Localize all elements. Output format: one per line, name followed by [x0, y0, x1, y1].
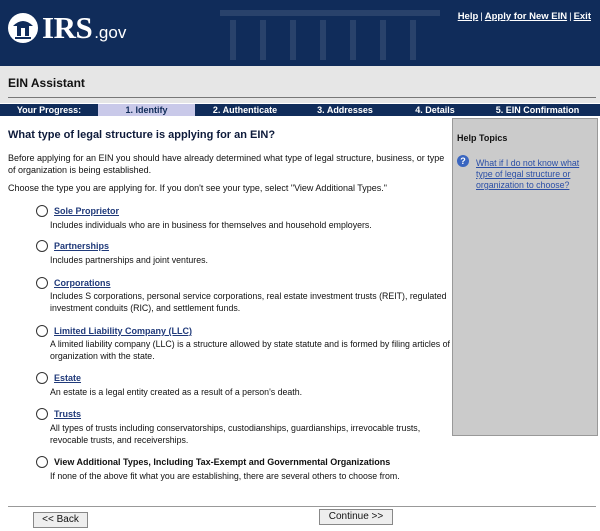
step-ein-confirmation: 5. EIN Confirmation: [495, 105, 580, 115]
help-topics-panel: [452, 118, 598, 436]
question-title: What type of legal structure is applying for an EIN?: [8, 129, 276, 141]
option-description: All types of trusts including conservatorships, custodianships, guardianships, irrevocable trusts, revocable trusts, and receiverships.: [50, 423, 421, 445]
step-authenticate: 2. Authenticate: [212, 105, 278, 115]
progress-bar: [0, 104, 600, 116]
option-description: An estate is a legal entity created as a result of a person's death.: [50, 387, 303, 397]
radio-button[interactable]: [36, 277, 48, 289]
help-topics-title: Help Topics: [457, 133, 508, 143]
help-link[interactable]: Help: [457, 11, 479, 22]
choose-instruction: Choose the type you are applying for. If you don't see your type, select "View Additional Types.": [8, 183, 388, 193]
radio-button[interactable]: [36, 456, 48, 468]
option-label[interactable]: Sole Proprietor: [54, 206, 120, 216]
step-identify: 1. Identify: [98, 104, 195, 116]
link-separator: |: [569, 11, 572, 22]
step-addresses: 3. Addresses: [317, 105, 373, 115]
apply-new-ein-link[interactable]: Apply for New EIN: [484, 11, 568, 22]
option-description: A limited liability company (LLC) is a structure allowed by state statute and is formed by filing articles of organization with the state.: [50, 339, 450, 361]
option-description: Includes partnerships and joint ventures.: [50, 255, 208, 265]
option-label[interactable]: Trusts: [54, 409, 82, 419]
top-links: [458, 11, 591, 22]
irs-logo[interactable]: [7, 12, 126, 44]
radio-button[interactable]: [36, 408, 48, 420]
radio-button[interactable]: [36, 372, 48, 384]
option-description: Includes individuals who are in business for themselves and household employers.: [50, 220, 372, 230]
progress-label: Your Progress:: [16, 105, 82, 115]
building-watermark-icon: [200, 0, 460, 66]
continue-button[interactable]: Continue >>: [319, 509, 393, 525]
option-label[interactable]: Estate: [54, 373, 82, 383]
option-description: If none of the above fit what you are establishing, there are several others to choose from.: [50, 471, 400, 481]
logo-irs-text: IRS: [42, 10, 93, 45]
divider: [8, 97, 596, 98]
back-button[interactable]: << Back: [33, 512, 88, 528]
site-header: [0, 0, 600, 66]
question-mark-icon: ?: [457, 155, 469, 167]
page-heading: [8, 129, 448, 141]
link-separator: |: [480, 11, 483, 22]
radio-button[interactable]: [36, 325, 48, 337]
option-label[interactable]: Corporations: [54, 278, 111, 288]
step-details: 4. Details: [415, 105, 455, 115]
option-description: Includes S corporations, personal service corporations, real estate investment trusts (REIT), regulated investment conduits (RIC), and settlement funds.: [50, 291, 447, 313]
option-label[interactable]: Limited Liability Company (LLC): [54, 326, 193, 336]
eagle-icon: [7, 12, 39, 44]
help-topic-link[interactable]: What if I do not know what type of legal structure or organization to choose?: [476, 158, 580, 190]
intro-text: Before applying for an EIN you should have already determined what type of legal structure, business, or type of organization is being established.: [8, 153, 445, 175]
option-label[interactable]: Partnerships: [54, 241, 110, 251]
footer-divider: [8, 506, 596, 507]
logo-gov-text: .gov: [94, 23, 127, 42]
radio-button[interactable]: [36, 205, 48, 217]
radio-button[interactable]: [36, 240, 48, 252]
option-label[interactable]: View Additional Types, Including Tax-Exempt and Governmental Organizations: [54, 457, 391, 467]
app-title: EIN Assistant: [8, 76, 85, 90]
exit-link[interactable]: Exit: [573, 11, 591, 22]
